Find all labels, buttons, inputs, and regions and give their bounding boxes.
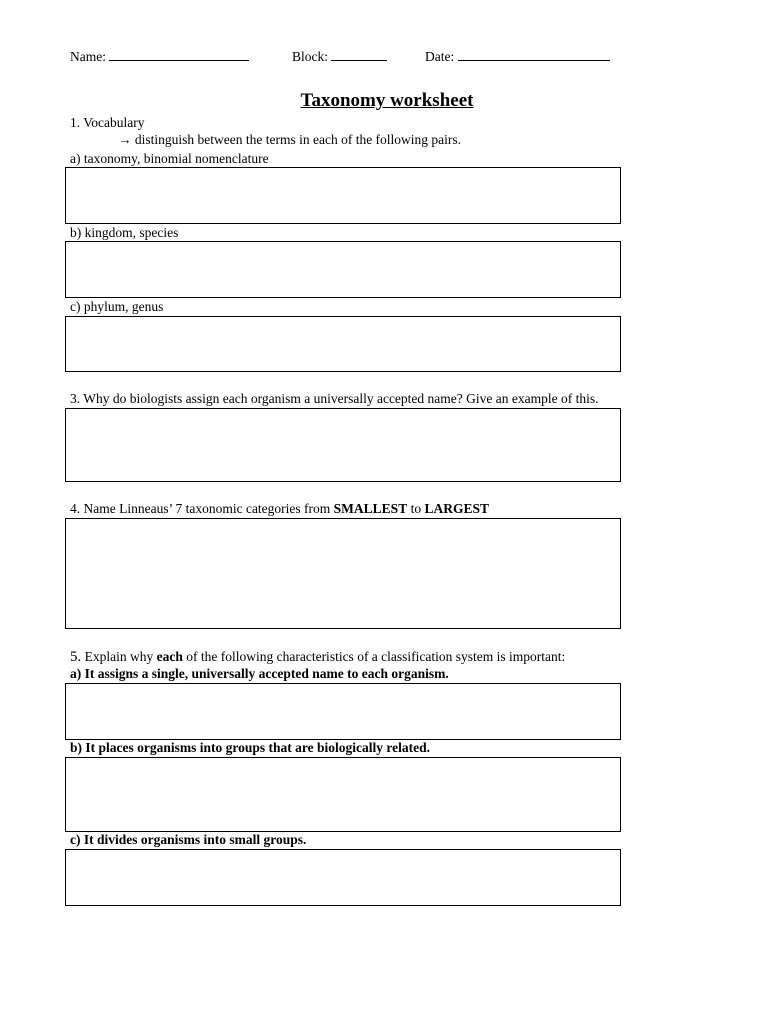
q5-text-before: Explain why	[81, 649, 157, 664]
block-blank[interactable]	[331, 48, 387, 61]
q5-text	[70, 649, 565, 665]
q4-text-before: 4. Name Linneaus’ 7 taxonomic categories from	[70, 501, 334, 516]
q3-answer-box[interactable]	[65, 408, 621, 482]
q1-instruction	[118, 132, 461, 148]
name-label: Name:	[70, 49, 106, 64]
q1b-label: b) kingdom, species	[70, 225, 179, 240]
q3-text: 3. Why do biologists assign each organism a universally accepted name? Give an example of this.	[70, 391, 599, 406]
q1b-answer-box[interactable]	[65, 241, 621, 298]
arrow-right-icon: →	[118, 132, 132, 147]
q1a-label: a) taxonomy, binomial nomenclature	[70, 151, 269, 166]
q4-answer-box[interactable]	[65, 518, 621, 629]
name-blank[interactable]	[109, 48, 249, 61]
date-field	[425, 48, 610, 65]
q4-to: to	[407, 501, 425, 516]
q1-heading: 1. Vocabulary	[70, 115, 145, 130]
date-blank[interactable]	[458, 48, 610, 61]
q5-number: 5.	[70, 649, 82, 665]
name-field	[70, 48, 249, 65]
q5a-label: a) It assigns a single, universally accepted name to each organism.	[70, 666, 449, 681]
q1c-answer-box[interactable]	[65, 316, 621, 372]
q4-text	[70, 501, 489, 517]
q4-largest: LARGEST	[424, 501, 489, 516]
q1-instruction-text: distinguish between the terms in each of the following pairs.	[134, 132, 462, 147]
page-title: Taxonomy worksheet	[300, 90, 474, 111]
q4-smallest: SMALLEST	[333, 501, 408, 516]
q1a-answer-box[interactable]	[65, 167, 621, 224]
q5a-answer-box[interactable]	[65, 683, 621, 740]
q5c-label: c) It divides organisms into small groups.	[70, 832, 307, 847]
q5b-label: b) It places organisms into groups that are biologically related.	[70, 740, 431, 755]
q1c-label: c) phylum, genus	[70, 299, 164, 314]
date-label: Date:	[425, 49, 455, 64]
q5b-answer-box[interactable]	[65, 757, 621, 832]
block-label: Block:	[292, 49, 328, 64]
q5c-answer-box[interactable]	[65, 849, 621, 906]
q5-text-after: of the following characteristics of a classification system is important:	[182, 649, 566, 664]
block-field	[292, 48, 387, 65]
q5-each: each	[156, 649, 183, 664]
